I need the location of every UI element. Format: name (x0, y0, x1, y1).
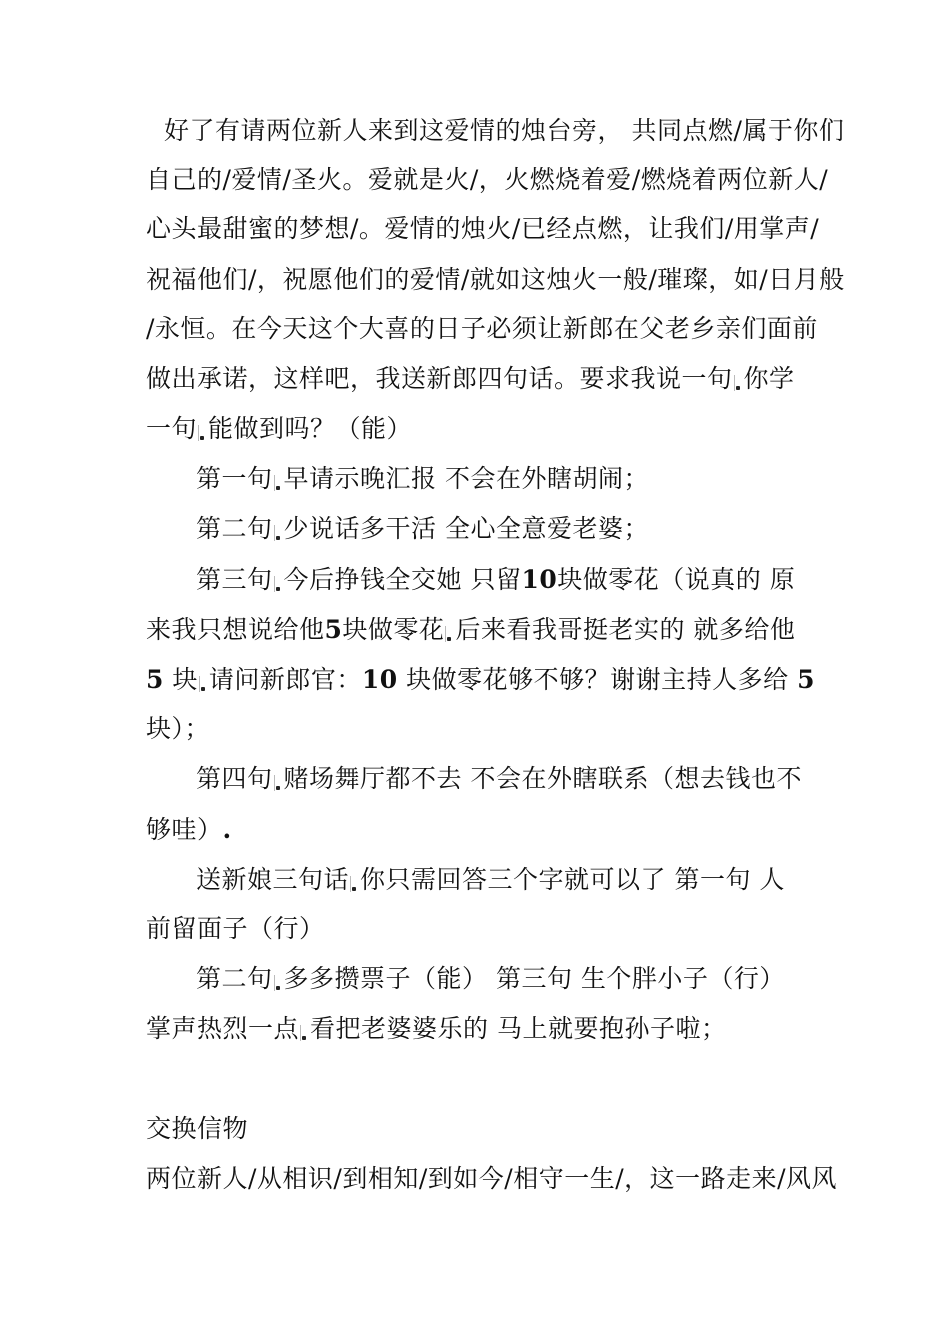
number-text: 10 (521, 565, 558, 594)
paragraph-line (146, 364, 795, 394)
text-segment: 做出承诺，这样吧，我送新郎四句话。要求我说一句 (146, 364, 733, 393)
text-segment: 你只需回答三个字就可以了 第一句 人 (360, 865, 785, 894)
text-segment: 掌声热烈一点 (146, 1014, 300, 1043)
text-segment: 送新娘三句话 (196, 865, 350, 894)
comma-mark-icon (274, 975, 283, 991)
text-segment: 心头最甜蜜的梦想/。爱情的烛火/已经点燃，让我们/用掌声/ (146, 214, 820, 243)
comma-mark-icon (734, 375, 743, 391)
number-text: 5 (146, 665, 164, 694)
text-segment: 第二句 (196, 964, 273, 993)
text-segment: 能做到吗？（能） (208, 414, 413, 443)
comma-mark-icon (350, 876, 359, 892)
text-segment: 多多攒票子（能） 第三句 生个胖小子（行） (283, 964, 785, 993)
number-text: 5 (324, 615, 343, 644)
text-segment: 两位新人/从相识/到相知/到如今/相守一生/，这一路走来/风风 (146, 1164, 838, 1193)
number-text: 5 (797, 665, 816, 694)
text-segment: 块做零花够不够？谢谢主持人多给 (406, 665, 789, 694)
text-segment: 早请示晚汇报 不会在外瞎胡闹； (283, 464, 649, 493)
text-segment: 今后挣钱全交她 只留 (283, 565, 522, 594)
paragraph-line (146, 914, 325, 944)
text-segment: 后来看我哥挺老实的 就多给他 (455, 615, 796, 644)
paragraph-line (196, 464, 649, 494)
paragraph-line (146, 1164, 837, 1194)
paragraph-line (196, 764, 802, 794)
paragraph-line (146, 665, 815, 695)
comma-mark-icon (445, 626, 454, 642)
paragraph-line (146, 314, 818, 344)
comma-mark-icon (274, 475, 283, 491)
paragraph-line (146, 414, 412, 444)
text-segment: 块 (172, 665, 198, 694)
comma-mark-icon (199, 676, 208, 692)
text-segment: 请问新郎官： (208, 665, 362, 694)
paragraph-line (196, 964, 785, 994)
text-segment: 第一句 (196, 464, 273, 493)
text-segment: 祝福他们/，祝愿他们的爱情/就如这烛火一般/璀璨，如/日月般 (146, 265, 845, 294)
comma-mark-icon (274, 576, 283, 592)
text-segment: 第三句 (196, 565, 273, 594)
paragraph-line (196, 565, 795, 595)
text-segment: 好了有请两位新人来到这爱情的烛台旁， 共同点燃/属于你们 (164, 116, 845, 145)
paragraph-line (196, 514, 649, 544)
text-segment: 来我只想说给他 (146, 615, 325, 644)
paragraph-line (146, 615, 795, 645)
text-segment: /永恒。在今天这个大喜的日子必须让新郎在父老乡亲们面前 (146, 314, 818, 343)
paragraph-line (146, 214, 819, 244)
paragraph-line (164, 116, 844, 146)
text-segment: 前留面子（行） (146, 914, 325, 943)
section-heading (146, 1114, 248, 1144)
text-segment: 看把老婆婆乐的 马上就要抱孙子啦； (310, 1014, 727, 1043)
paragraph-line (146, 714, 210, 744)
paragraph-line (146, 815, 232, 845)
text-segment: 自己的/爱情/圣火。爱就是火/，火燃烧着爱/燃烧着两位新人/ (146, 165, 829, 194)
text-segment: 赌场舞厅都不去 不会在外瞎联系（想去钱也不 (283, 764, 802, 793)
comma-mark-icon (300, 1025, 309, 1041)
text-segment: 少说话多干活 全心全意爱老婆； (283, 514, 649, 543)
text-segment: 够哇） (146, 815, 223, 844)
text-segment: 第二句 (196, 514, 273, 543)
paragraph-line (146, 265, 845, 295)
comma-mark-icon (274, 525, 283, 541)
paragraph-line (146, 1014, 726, 1044)
text-segment: . (222, 815, 232, 844)
comma-mark-icon (198, 425, 207, 441)
comma-mark-icon (274, 775, 283, 791)
paragraph-line (196, 865, 785, 895)
text-segment: 一句 (146, 414, 198, 443)
text-segment: 块做零花（说真的 原 (557, 565, 796, 594)
text-segment: 第四句 (196, 764, 273, 793)
text-segment: 块做零花 (342, 615, 445, 644)
paragraph-line (146, 165, 828, 195)
text-segment: 你学 (743, 364, 795, 393)
number-text: 10 (361, 665, 398, 694)
heading-text: 交换信物 (146, 1114, 249, 1143)
text-segment: 块）； (146, 714, 211, 743)
